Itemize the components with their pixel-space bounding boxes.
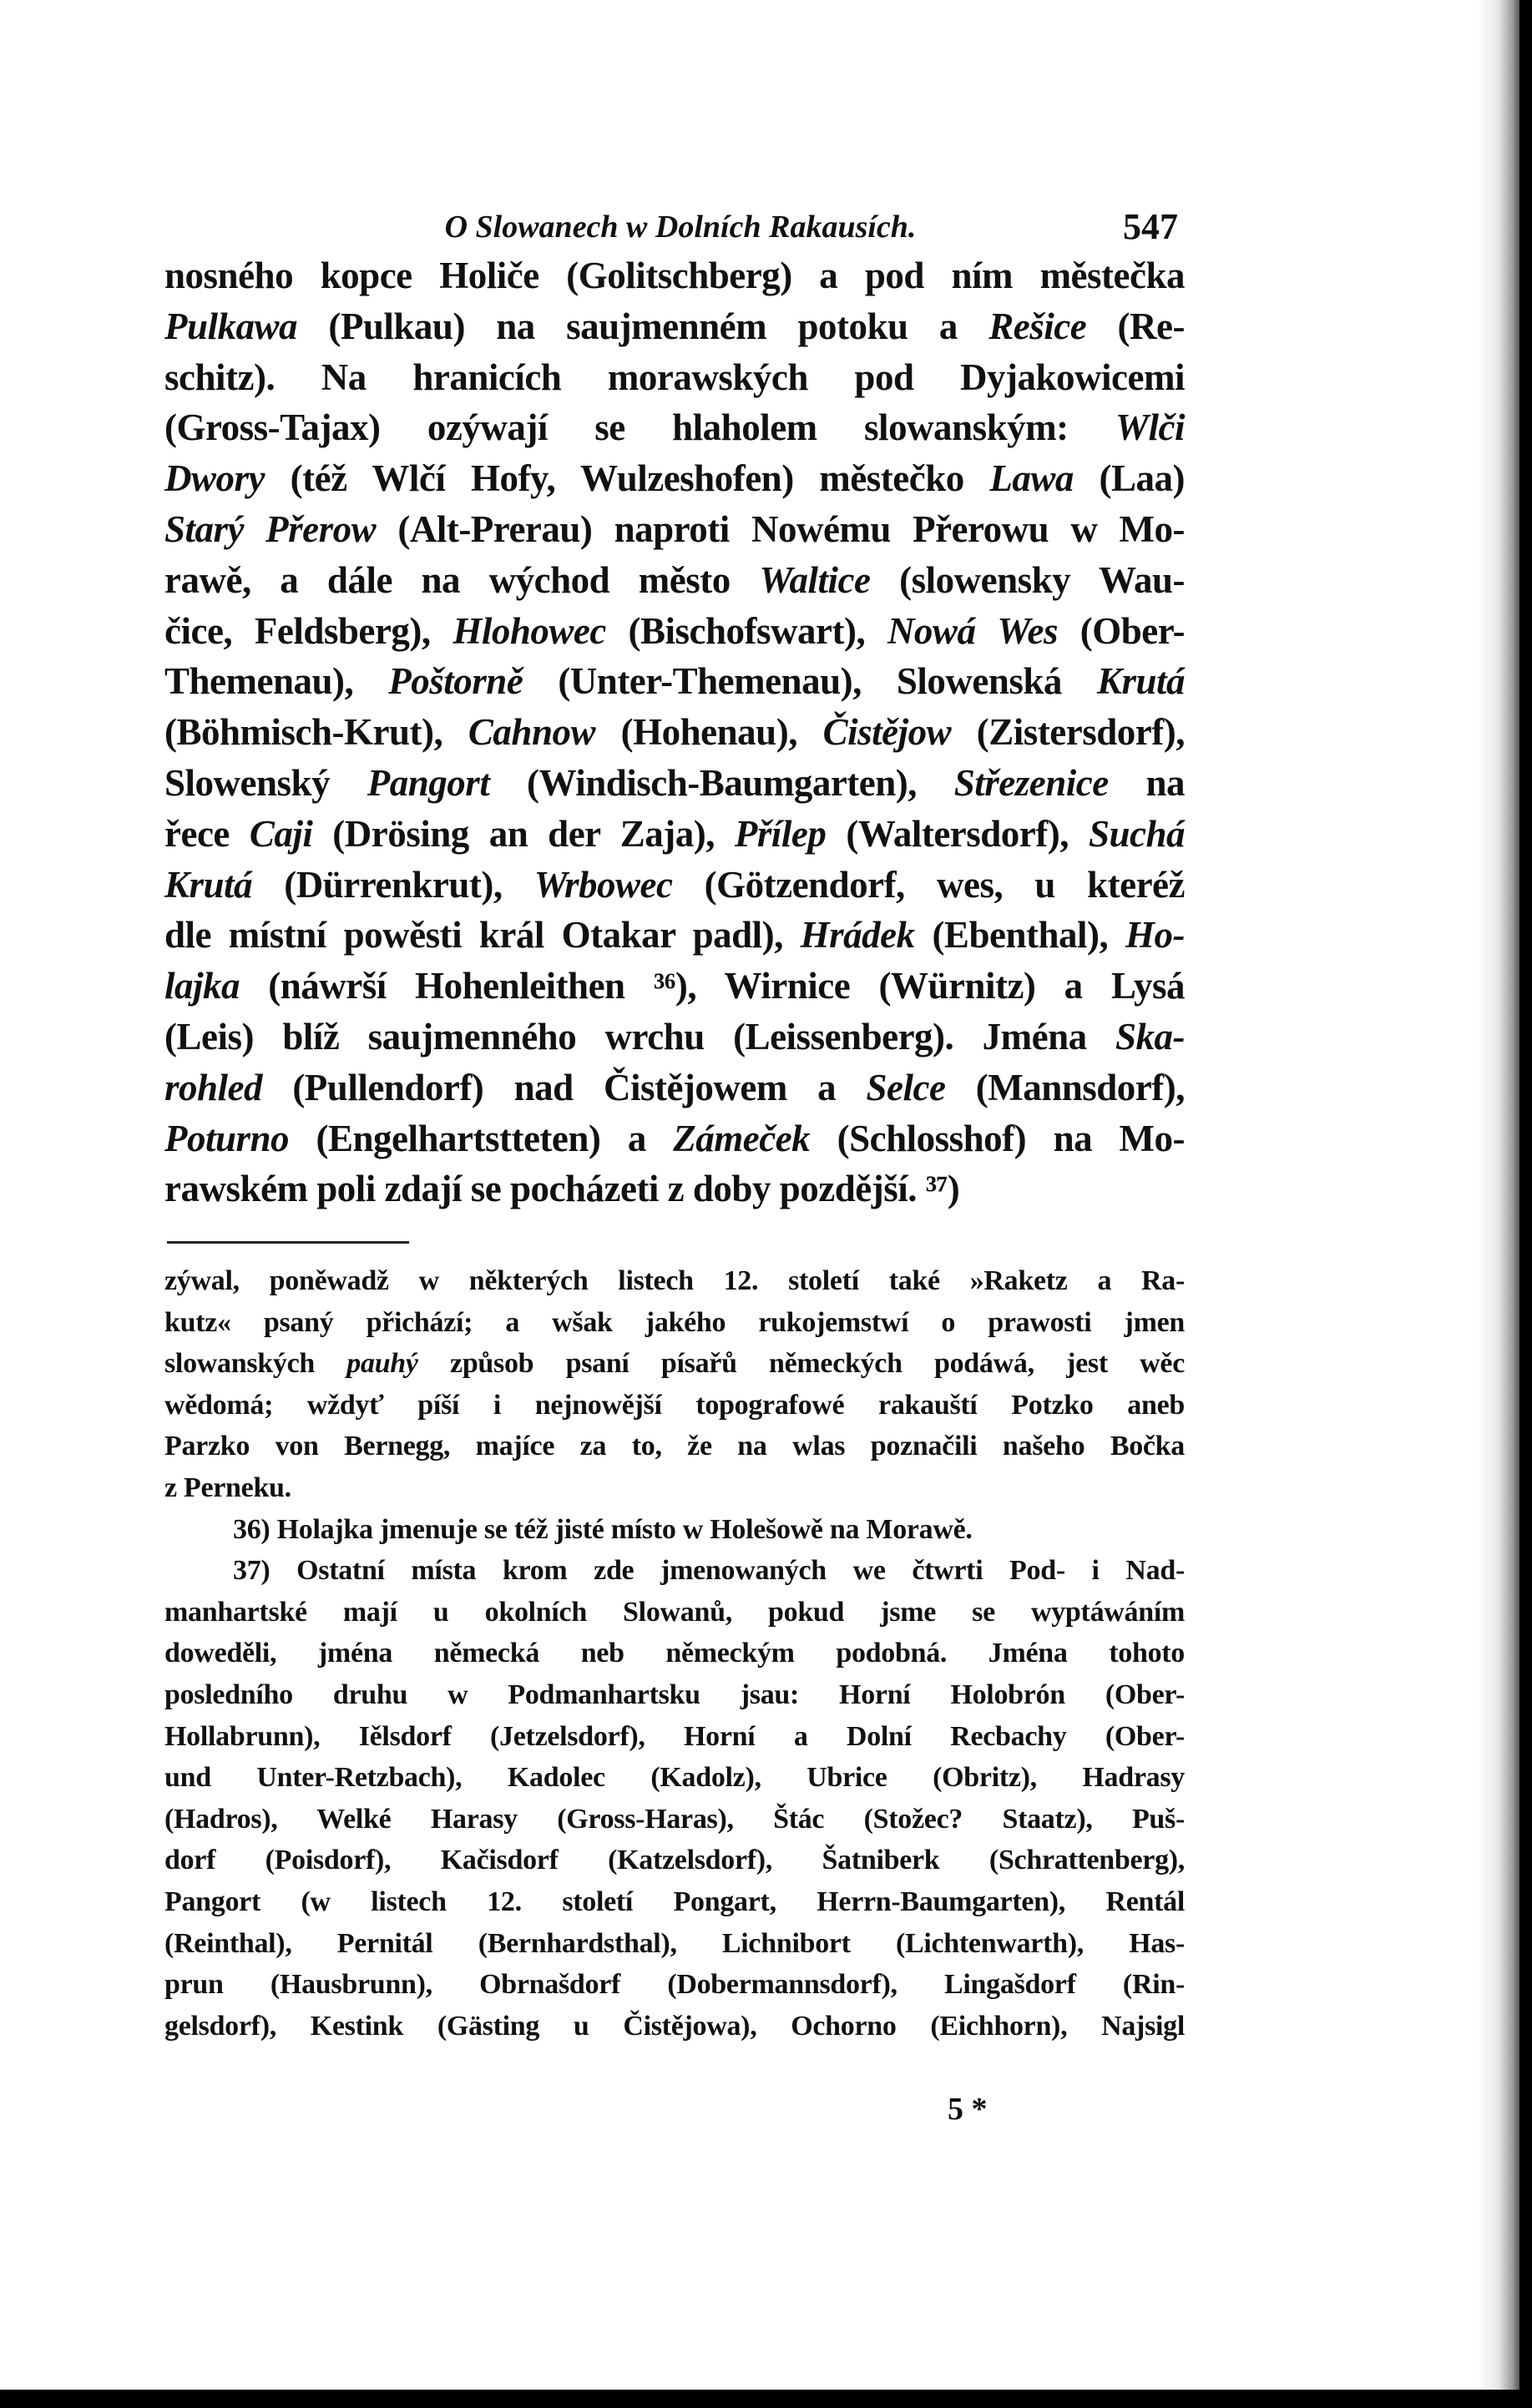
italic-place-name: rohled	[164, 1066, 263, 1108]
text-line	[164, 1426, 1185, 1467]
main-text	[164, 250, 1185, 1214]
page-header	[0, 206, 1519, 250]
text-line	[164, 1592, 1185, 1633]
text-segment: čice, Feldsberg),	[164, 609, 453, 652]
italic-place-name: Hlohowec	[453, 609, 606, 652]
text-line	[164, 707, 1185, 758]
text-segment: rawském poli zdají se pocházeti z doby pozdější. ³⁷)	[164, 1168, 960, 1210]
text-line	[164, 1881, 1185, 1923]
text-line	[164, 301, 1185, 352]
text-line	[164, 1385, 1185, 1426]
italic-place-name: Ska-	[1115, 1015, 1185, 1058]
text-segment: řece	[164, 812, 250, 855]
text-segment: na	[1108, 761, 1185, 804]
text-line	[164, 1964, 1185, 2006]
italic-place-name: Selce	[866, 1066, 946, 1108]
italic-place-name: Nowá Wes	[887, 609, 1059, 652]
italic-place-name: Dwory	[164, 457, 265, 500]
text-segment: slowanských	[164, 1348, 347, 1380]
text-line	[164, 1302, 1185, 1344]
text-segment: 36) Holajka jmenuje se též jisté místo w Holešowě na Morawě.	[233, 1513, 973, 1545]
running-title: O Slowanech w Dolních Rakausích.	[444, 210, 917, 245]
text-line	[164, 352, 1185, 403]
text-segment: (Gross-Tajax) ozýwají se hlaholem slowanským:	[164, 406, 1115, 449]
text-line	[164, 1674, 1185, 1716]
italic-place-name: Wrbowec	[533, 863, 673, 906]
text-line	[164, 1840, 1185, 1881]
italic-place-name: pauhý	[346, 1348, 418, 1380]
text-segment: (Leis) blíž saujmenného wrchu (Leissenberg). Jména	[164, 1015, 1115, 1058]
text-line	[164, 1550, 1185, 1592]
italic-place-name: Přílep	[734, 812, 827, 855]
text-line	[164, 1012, 1185, 1063]
text-segment: způsob psaní písařů německých podáwá, jest wěc	[417, 1348, 1185, 1380]
page-number: 547	[1123, 206, 1178, 247]
italic-place-name: Waltice	[759, 558, 871, 601]
text-segment: (Windisch-Baumgarten),	[489, 761, 954, 804]
italic-place-name: Poštorně	[388, 660, 523, 703]
text-segment: und Unter-Retzbach), Kadolec (Kadolz), Ubrice (Obritz), Hadrasy	[164, 1762, 1185, 1794]
text-segment: (Mannsdorf),	[945, 1066, 1185, 1108]
text-segment: prun (Hausbrunn), Obrnašdorf (Dobermannsdorf), Lingašdorf (Rin-	[164, 1969, 1185, 2001]
italic-place-name: Čistějow	[822, 711, 952, 754]
text-line	[164, 555, 1185, 606]
text-segment: (Drösing an der Zaja),	[312, 812, 735, 855]
text-segment: (Ebenthal),	[914, 914, 1126, 957]
text-segment: Hollabrunn), Iělsdorf (Jetzelsdorf), Horní a Dolní Recbachy (Ober-	[164, 1720, 1185, 1752]
footnote-separator-rule	[167, 1241, 409, 1244]
text-line	[164, 1260, 1185, 1302]
text-line	[164, 809, 1185, 860]
text-line	[164, 2006, 1185, 2047]
text-line	[164, 250, 1185, 301]
text-line	[164, 1509, 1185, 1551]
text-segment: (Unter-Themenau), Slowenská	[523, 660, 1097, 703]
text-segment: Parzko von Bernegg, majíce za to, že na wlas poznačili našeho Bočka	[164, 1431, 1185, 1462]
text-segment: (Böhmisch-Krut),	[164, 711, 468, 754]
text-segment: (Pullendorf) nad Čistějowem a	[262, 1066, 867, 1108]
text-line	[164, 1716, 1185, 1758]
italic-place-name: Cahnow	[468, 711, 595, 754]
italic-place-name: Rešice	[988, 305, 1087, 347]
italic-place-name: Suchá	[1088, 812, 1185, 855]
text-line	[164, 1799, 1185, 1840]
italic-place-name: Zámeček	[673, 1117, 811, 1159]
text-segment: (Pulkau) na saujmenném potoku a	[297, 305, 989, 347]
italic-place-name: Hrádek	[800, 914, 915, 957]
text-line	[164, 1343, 1185, 1385]
text-segment: z Perneku.	[164, 1472, 291, 1503]
text-line	[164, 1923, 1185, 1965]
text-segment: manhartské mají u okolních Slowanů, pokud jsme se wyptáwáním	[164, 1596, 1185, 1628]
text-segment: dle místní powěsti král Otakar padl),	[164, 914, 801, 957]
text-segment: gelsdorf), Kestink (Gästing u Čistějowa), Ochorno (Eichhorn), Najsigl	[164, 2010, 1185, 2042]
italic-place-name: Poturno	[164, 1117, 290, 1159]
italic-place-name: Krutá	[164, 863, 253, 906]
text-segment: posledního druhu w Podmanhartsku jsau: Horní Holobrón (Ober-	[164, 1679, 1185, 1710]
text-segment: (Hadros), Welké Harasy (Gross-Haras), Štác (Stožec? Staatz), Puš-	[164, 1803, 1185, 1835]
text-segment: 37) Ostatní místa krom zde jmenowaných we čtwrti Pod- i Nad-	[233, 1555, 1185, 1587]
text-line	[164, 1164, 1185, 1214]
text-line	[164, 656, 1185, 707]
italic-place-name: Starý Přerow	[164, 507, 377, 550]
text-line	[164, 1633, 1185, 1674]
text-line	[164, 453, 1185, 504]
text-line	[164, 860, 1185, 911]
footnotes	[164, 1260, 1185, 2047]
italic-place-name: Ho-	[1125, 914, 1186, 957]
text-line	[164, 1467, 1185, 1509]
text-segment: Pangort (w listech 12. století Pongart, Herrn-Baumgarten), Rentál	[164, 1886, 1185, 1917]
text-segment: (Ober-	[1058, 609, 1186, 652]
text-line	[164, 1757, 1185, 1799]
text-segment: (Reinthal), Pernitál (Bernhardsthal), Lichnibort (Lichtenwarth), Has-	[164, 1927, 1185, 1959]
text-segment: nosného kopce Holiče (Golitschberg) a pod ním městečka	[164, 255, 1185, 296]
text-line	[164, 758, 1185, 809]
text-line	[164, 1063, 1185, 1113]
text-line	[164, 504, 1185, 555]
text-segment: (Laa)	[1073, 457, 1185, 500]
text-segment: (Engelhartstteten) a	[289, 1117, 674, 1159]
text-segment: (Schlosshof) na Mo-	[810, 1117, 1185, 1159]
text-segment: kutz« psaný přichází; a wšak jakého rukojemstwí o prawosti jmen	[164, 1306, 1185, 1338]
text-segment: (Zistersdorf),	[951, 711, 1185, 754]
text-segment: (náwrší Hohenleithen ³⁶), Wirnice (Würnitz) a Lysá	[240, 965, 1185, 1007]
text-segment: dorf (Poisdorf), Kačisdorf (Katzelsdorf), Šatniberk (Schrattenberg),	[164, 1845, 1185, 1876]
text-segment: rawě, a dále na wýchod město	[164, 558, 760, 601]
text-segment: schitz). Na hranicích morawských pod Dyjakowicemi	[164, 356, 1185, 398]
text-segment: (Götzendorf, wes, u kteréž	[672, 863, 1185, 906]
text-segment: (Dürrenkrut),	[252, 863, 534, 906]
italic-place-name: Wlči	[1115, 406, 1185, 449]
text-segment: doweděli, jména německá neb německým podobná. Jména tohoto	[164, 1638, 1185, 1669]
italic-place-name: Krutá	[1096, 660, 1185, 703]
text-line	[164, 606, 1185, 657]
text-segment: (Waltersdorf),	[826, 812, 1089, 855]
italic-place-name: Střezenice	[953, 761, 1109, 804]
text-segment: (Re-	[1086, 305, 1185, 347]
italic-place-name: Lawa	[989, 457, 1074, 500]
text-segment: Slowenský	[164, 761, 367, 804]
text-segment: (slowensky Wau-	[870, 558, 1185, 601]
text-segment: Themenau),	[164, 660, 389, 703]
text-segment: (též Wlčí Hofy, Wulzeshofen) městečko	[265, 457, 990, 500]
italic-place-name: Pangort	[367, 761, 490, 804]
text-line	[164, 1113, 1185, 1164]
italic-place-name: Caji	[249, 812, 313, 855]
text-segment: (Bischofswart),	[605, 609, 887, 652]
italic-place-name: Pulkawa	[164, 305, 298, 347]
text-segment: zýwal, poněwadž w některých listech 12. století také »Raketz a Ra-	[164, 1265, 1185, 1296]
text-line	[164, 961, 1185, 1012]
italic-place-name: lajka	[164, 965, 240, 1007]
text-segment: wědomá; wždyť píší i nejnowější topografowé rakauští Potzko aneb	[164, 1389, 1185, 1421]
text-line	[164, 910, 1185, 961]
text-segment: (Alt-Prerau) naproti Nowému Přerowu w Mo-	[376, 507, 1185, 550]
text-line	[164, 402, 1185, 453]
text-segment: (Hohenau),	[595, 711, 823, 754]
signature-mark: 5 *	[948, 2092, 988, 2127]
